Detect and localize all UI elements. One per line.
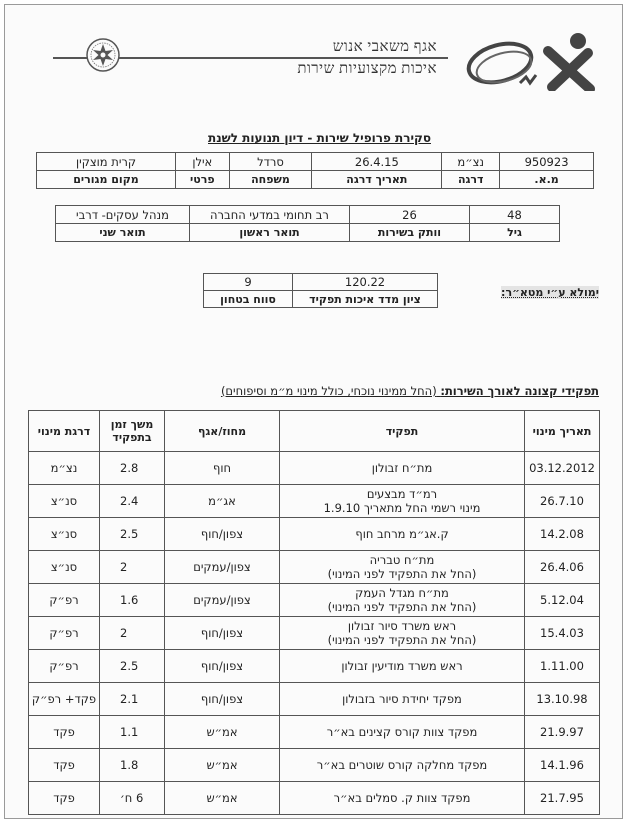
role-title: מת״ח מגדל העמק — [355, 586, 449, 600]
district: צפון/חוף — [165, 617, 280, 650]
district: אמ״ש — [165, 749, 280, 782]
quality-values-row — [204, 274, 438, 291]
role-cell — [280, 485, 525, 518]
header-district: מחוז/אגף — [165, 411, 280, 452]
quality-score-value: 120.22 — [293, 274, 438, 291]
duration: 2.5 — [100, 650, 165, 683]
district: אג״מ — [165, 485, 280, 518]
role-title: מת״ח זבולון — [371, 461, 433, 475]
duration: 1.6 — [100, 584, 165, 617]
appointment-rank: פקד — [29, 749, 100, 782]
first-name-value: אילן — [176, 153, 229, 171]
quality-score-label: ציון מדד איכות תפקיד — [293, 291, 438, 308]
career-row — [29, 518, 600, 551]
career-table-body — [29, 452, 600, 815]
district: אמ״ש — [165, 716, 280, 749]
quality-labels-row — [204, 291, 438, 308]
appointment-date: 15.4.03 — [525, 617, 600, 650]
career-header-row — [29, 411, 600, 452]
career-row — [29, 683, 600, 716]
district: אמ״ש — [165, 782, 280, 815]
role-note: (החל את התפקיד לפני המינוי) — [327, 567, 477, 581]
age-label: גיל — [470, 224, 560, 242]
appointment-rank: נצ״מ — [29, 452, 100, 485]
rank-date-label: תאריך דרגה — [312, 171, 442, 189]
role-title: ק.אג״מ מרחב חוף — [355, 527, 449, 541]
seniority-label: וותק בשירות — [350, 224, 470, 242]
personal-id-value: 950923 — [500, 153, 594, 171]
district: חוף — [165, 452, 280, 485]
role-cell — [280, 650, 525, 683]
duration: 2.4 — [100, 485, 165, 518]
background-values-row — [56, 206, 560, 224]
role-title: רמ״ד מבצעים — [366, 487, 438, 501]
career-row — [29, 452, 600, 485]
career-title-bold: תפקידי קצונה לאורך השירות: — [440, 384, 599, 398]
police-star-seal-icon — [85, 37, 121, 73]
appointment-date: 5.12.04 — [525, 584, 600, 617]
career-row — [29, 650, 600, 683]
duration: 1.8 — [100, 749, 165, 782]
appointment-date: 14.2.08 — [525, 518, 600, 551]
department-name: אגף משאבי אנוש — [332, 39, 437, 55]
confidence-range-label: סווח בטחון — [204, 291, 293, 308]
background-table — [55, 205, 560, 242]
runner-logo-icon — [460, 31, 610, 91]
appointment-rank: פקד+ רפ״ק — [29, 683, 100, 716]
appointment-rank: רפ״ק — [29, 650, 100, 683]
duration: 2 — [100, 617, 165, 650]
header-appointment-date: תאריך מינוי — [525, 411, 600, 452]
duration: 2.8 — [100, 452, 165, 485]
residence-label: מקום מגורים — [37, 171, 176, 189]
role-note: מינוי רשמי החל מתאריך 1.9.10 — [323, 501, 481, 515]
appointment-rank: רפ״ק — [29, 617, 100, 650]
role-title: ראש משרד סיור זבולון — [347, 619, 457, 633]
appointment-rank: פקד — [29, 716, 100, 749]
first-degree-label: תואר ראשון — [190, 224, 350, 242]
first-degree-value: רב תחומי במדעי החברה — [190, 206, 350, 224]
confidence-range-value: 9 — [204, 274, 293, 291]
career-section-title — [221, 384, 599, 398]
role-cell — [280, 716, 525, 749]
career-row — [29, 584, 600, 617]
header-role: תפקיד — [280, 411, 525, 452]
first-name-label: פרטי — [176, 171, 229, 189]
appointment-rank: סנ״צ — [29, 551, 100, 584]
role-cell — [280, 584, 525, 617]
duration: 6 ח׳ — [100, 782, 165, 815]
appointment-date: 13.10.98 — [525, 683, 600, 716]
district: צפון/חוף — [165, 518, 280, 551]
district: צפון/חוף — [165, 683, 280, 716]
role-title: ראש משרד מודיעין זבולון — [341, 659, 463, 673]
career-row — [29, 617, 600, 650]
quality-table — [203, 273, 438, 308]
personal-labels-row — [37, 171, 594, 189]
last-name-value: סרדל — [229, 153, 312, 171]
second-degree-label: תואר שני — [56, 224, 190, 242]
role-cell — [280, 518, 525, 551]
duration: 2.1 — [100, 683, 165, 716]
district: צפון/עמקים — [165, 551, 280, 584]
appointment-date: 21.9.97 — [525, 716, 600, 749]
career-row — [29, 551, 600, 584]
appointment-date: 26.7.10 — [525, 485, 600, 518]
district: צפון/חוף — [165, 650, 280, 683]
header-appointment-rank: דרגת מינוי — [29, 411, 100, 452]
duration: 2 — [100, 551, 165, 584]
personal-values-row — [37, 153, 594, 171]
appointment-date: 03.12.2012 — [525, 452, 600, 485]
appointment-rank: סנ״צ — [29, 518, 100, 551]
career-row — [29, 782, 600, 815]
career-row — [29, 749, 600, 782]
appointment-rank: פקד — [29, 782, 100, 815]
appointment-date: 21.7.95 — [525, 782, 600, 815]
appointment-rank: רפ״ק — [29, 584, 100, 617]
role-title: מפקד יחידת סיור בזבולון — [342, 692, 462, 706]
role-title: מת״ח טבריה — [369, 553, 435, 567]
role-title: מפקד מחלקה קורס שוטרים בא״ר — [316, 758, 488, 772]
role-note: (החל את התפקיד לפני המינוי) — [327, 600, 477, 614]
fill-note: ימולא ע״י מטא״ר: — [501, 286, 599, 299]
career-row — [29, 485, 600, 518]
page-title: סקירת פרופיל שירות - דיון תנועות לשנת — [208, 131, 431, 145]
district: צפון/עמקים — [165, 584, 280, 617]
duration: 1.1 — [100, 716, 165, 749]
role-cell — [280, 782, 525, 815]
rank-label: דרגה — [442, 171, 500, 189]
appointment-rank: סנ״צ — [29, 485, 100, 518]
appointment-date: 1.11.00 — [525, 650, 600, 683]
role-title: מפקד צוות קורס קצינים בא״ר — [326, 725, 478, 739]
career-title-note: (החל ממינוי נוכחי, כולל מינוי מ״מ וסיפוחים) — [220, 384, 437, 398]
role-cell — [280, 452, 525, 485]
background-labels-row — [56, 224, 560, 242]
unit-name: איכות מקצועיות שירות — [297, 61, 437, 77]
rank-date-value: 26.4.15 — [312, 153, 442, 171]
personal-id-label: מ.א. — [500, 171, 594, 189]
role-note: (החל את התפקיד לפני המינוי) — [327, 633, 477, 647]
seniority-value: 26 — [350, 206, 470, 224]
role-cell — [280, 617, 525, 650]
rank-value: נצ״מ — [442, 153, 500, 171]
personal-details-table — [36, 152, 594, 189]
role-cell — [280, 749, 525, 782]
role-title: מפקד צוות ק. סמלים בא״ר — [333, 791, 471, 805]
appointment-date: 14.1.96 — [525, 749, 600, 782]
last-name-label: משפחה — [229, 171, 312, 189]
role-cell — [280, 551, 525, 584]
residence-value: קרית מוצקין — [37, 153, 176, 171]
appointment-date: 26.4.06 — [525, 551, 600, 584]
second-degree-value: מנהל עסקים- דרבי — [56, 206, 190, 224]
age-value: 48 — [470, 206, 560, 224]
role-cell — [280, 683, 525, 716]
header-duration: משך זמן בתפקיד — [100, 411, 165, 452]
career-table — [28, 410, 600, 815]
duration: 2.5 — [100, 518, 165, 551]
career-row — [29, 716, 600, 749]
